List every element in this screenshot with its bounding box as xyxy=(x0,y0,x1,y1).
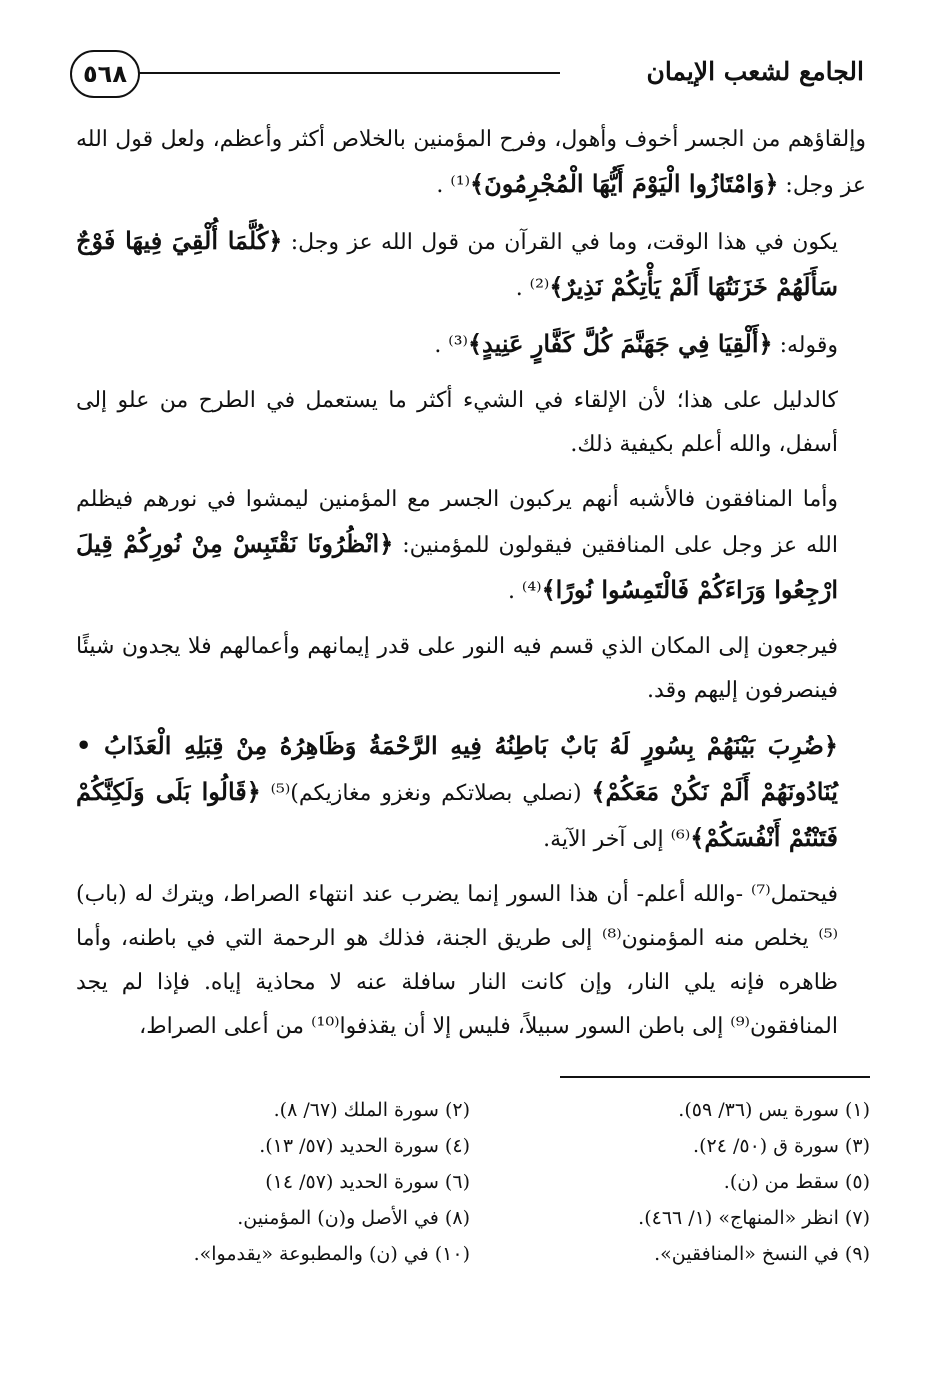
quran-verse: ﴿كُلَّمَا أُلْقِيَ فِيهَا فَوْجٌ سَأَلَهُمْ خَزَنَتُهَا أَلَمْ يَأْتِكُمْ نَذِيرٌ﴾ xyxy=(76,226,838,301)
footnote-item: (٣) سورة ق (٥٠/ ٢٤). xyxy=(693,1135,870,1157)
paragraph-5 xyxy=(76,478,866,614)
footnote-separator xyxy=(560,1076,870,1078)
quran-verse: ﴿قَالُوا بَلَى وَلَكِنَّكُمْ فَتَنْتُمْ أَنْفُسَكُمْ﴾ xyxy=(76,777,838,852)
footnote-ref: ⁽²⁾ . xyxy=(515,276,550,301)
footnote-ref: ⁽¹⁾ . xyxy=(436,173,471,198)
paragraph-text: (نصلي بصلاتكم ونغزو مغازيكم)⁽⁵⁾ xyxy=(260,781,592,806)
paragraph-4 xyxy=(76,379,866,467)
quran-verse: ﴿ضُرِبَ بَيْنَهُمْ بِسُورٍ لَهُ بَابٌ بَاطِنُهُ فِيهِ الرَّحْمَةُ وَظَاهِرُهُ مِنْ قِبَلِهِ الْعَذَابُ • يُنَادُونَهُمْ أَلَمْ نَكُنْ مَعَكُمْ﴾ xyxy=(76,731,838,806)
paragraph-3 xyxy=(76,322,866,368)
paragraph-text: كالدليل على هذا؛ لأن الإلقاء في الشيء أكثر ما يستعمل في الطرح من علو إلى أسفل، والله أعلم بكيفية ذلك. xyxy=(76,388,838,457)
footnote-item: (٢) سورة الملك (٦٧/ ٨). xyxy=(273,1099,470,1121)
footnote-ref: ⁽⁴⁾ . xyxy=(507,579,542,604)
footnote-item: (١٠) في (ن) والمطبوعة «يقدموا». xyxy=(193,1243,470,1265)
body-text xyxy=(76,118,866,1060)
header-rule xyxy=(138,72,560,74)
page-header xyxy=(70,50,864,102)
footnote-item: (٤) سورة الحديد (٥٧/ ١٣). xyxy=(259,1135,470,1157)
paragraph-6 xyxy=(76,625,866,713)
footnotes xyxy=(110,1092,870,1272)
footnote-item: (٥) سقط من (ن). xyxy=(723,1171,870,1193)
page-number: ٥٦٨ xyxy=(70,50,140,98)
paragraph-text: يكون في هذا الوقت، وما في القرآن من قول الله عز وجل: xyxy=(282,230,839,255)
paragraph-text: فيرجعون إلى المكان الذي قسم فيه النور على قدر إيمانهم وأعمالهم فلا يجدون شيئًا فينصرفون إليهم وقد. xyxy=(76,634,838,703)
paragraph-text: وإلقاؤهم من الجسر أخوف وأهول، وفرح المؤمنين بالخلاص أكثر وأعظم، ولعل قول الله عز وجل: xyxy=(76,127,866,198)
quran-verse: ﴿انْظُرُونَا نَقْتَبِسْ مِنْ نُورِكُمْ قِيلَ ارْجِعُوا وَرَاءَكُمْ فَالْتَمِسُوا نُورًا﴾ xyxy=(76,529,838,604)
footnote-item: (٨) في الأصل و(ن) المؤمنين. xyxy=(237,1207,470,1229)
footnote-item: (٦) سورة الحديد (٥٧/ ١٤) xyxy=(265,1171,470,1193)
footnote-ref: ⁽⁶⁾ إلى آخر الآية. xyxy=(543,827,691,852)
footnote-item: (١) سورة يس (٣٦/ ٥٩). xyxy=(678,1099,870,1121)
paragraph-2 xyxy=(76,219,866,311)
footnote-item: (٩) في النسخ «المنافقين». xyxy=(654,1243,870,1265)
quran-verse: ﴿وَامْتَازُوا الْيَوْمَ أَيُّهَا الْمُجْرِمُونَ﴾ xyxy=(470,169,779,198)
paragraph-text: وأما المنافقون فالأشبه أنهم يركبون الجسر مع المؤمنين ليمشوا في نورهم فيظلم الله عز وجل على المنافقين فيقولون للمؤمنين: xyxy=(76,487,838,558)
footnote-item: (٧) انظر «المنهاج» (١/ ٤٦٦). xyxy=(638,1207,870,1229)
paragraph-1 xyxy=(76,118,866,208)
paragraph-8 xyxy=(76,873,866,1049)
paragraph-text: فيحتمل⁽⁷⁾ -والله أعلم- أن هذا السور إنما يضرب عند انتهاء الصراط، ويترك له (باب)⁽⁵⁾ يخلص منه المؤمنون⁽⁸⁾ إلى طريق الجنة، فذلك هو الرحمة التي في باطنه، وأما ظاهره فإنه يلي النار، وإن كانت النار سافلة عنه لا محاذية إياه. فإذا لم يجد المنافقون⁽⁹⁾ إلى باطن السور سبيلاً، فليس إلا أن يقذفوا⁽¹⁰⁾ من أعلى الصراط، xyxy=(76,882,838,1039)
book-title: الجامع لشعب الإيمان xyxy=(646,57,864,86)
quran-verse: ﴿أَلْقِيَا فِي جَهَنَّمَ كُلَّ كَفَّارٍ عَنِيدٍ﴾ xyxy=(467,329,773,358)
footnote-ref: ⁽³⁾ . xyxy=(434,333,468,358)
paragraph-text: وقوله: xyxy=(772,333,838,358)
paragraph-7 xyxy=(76,724,866,862)
